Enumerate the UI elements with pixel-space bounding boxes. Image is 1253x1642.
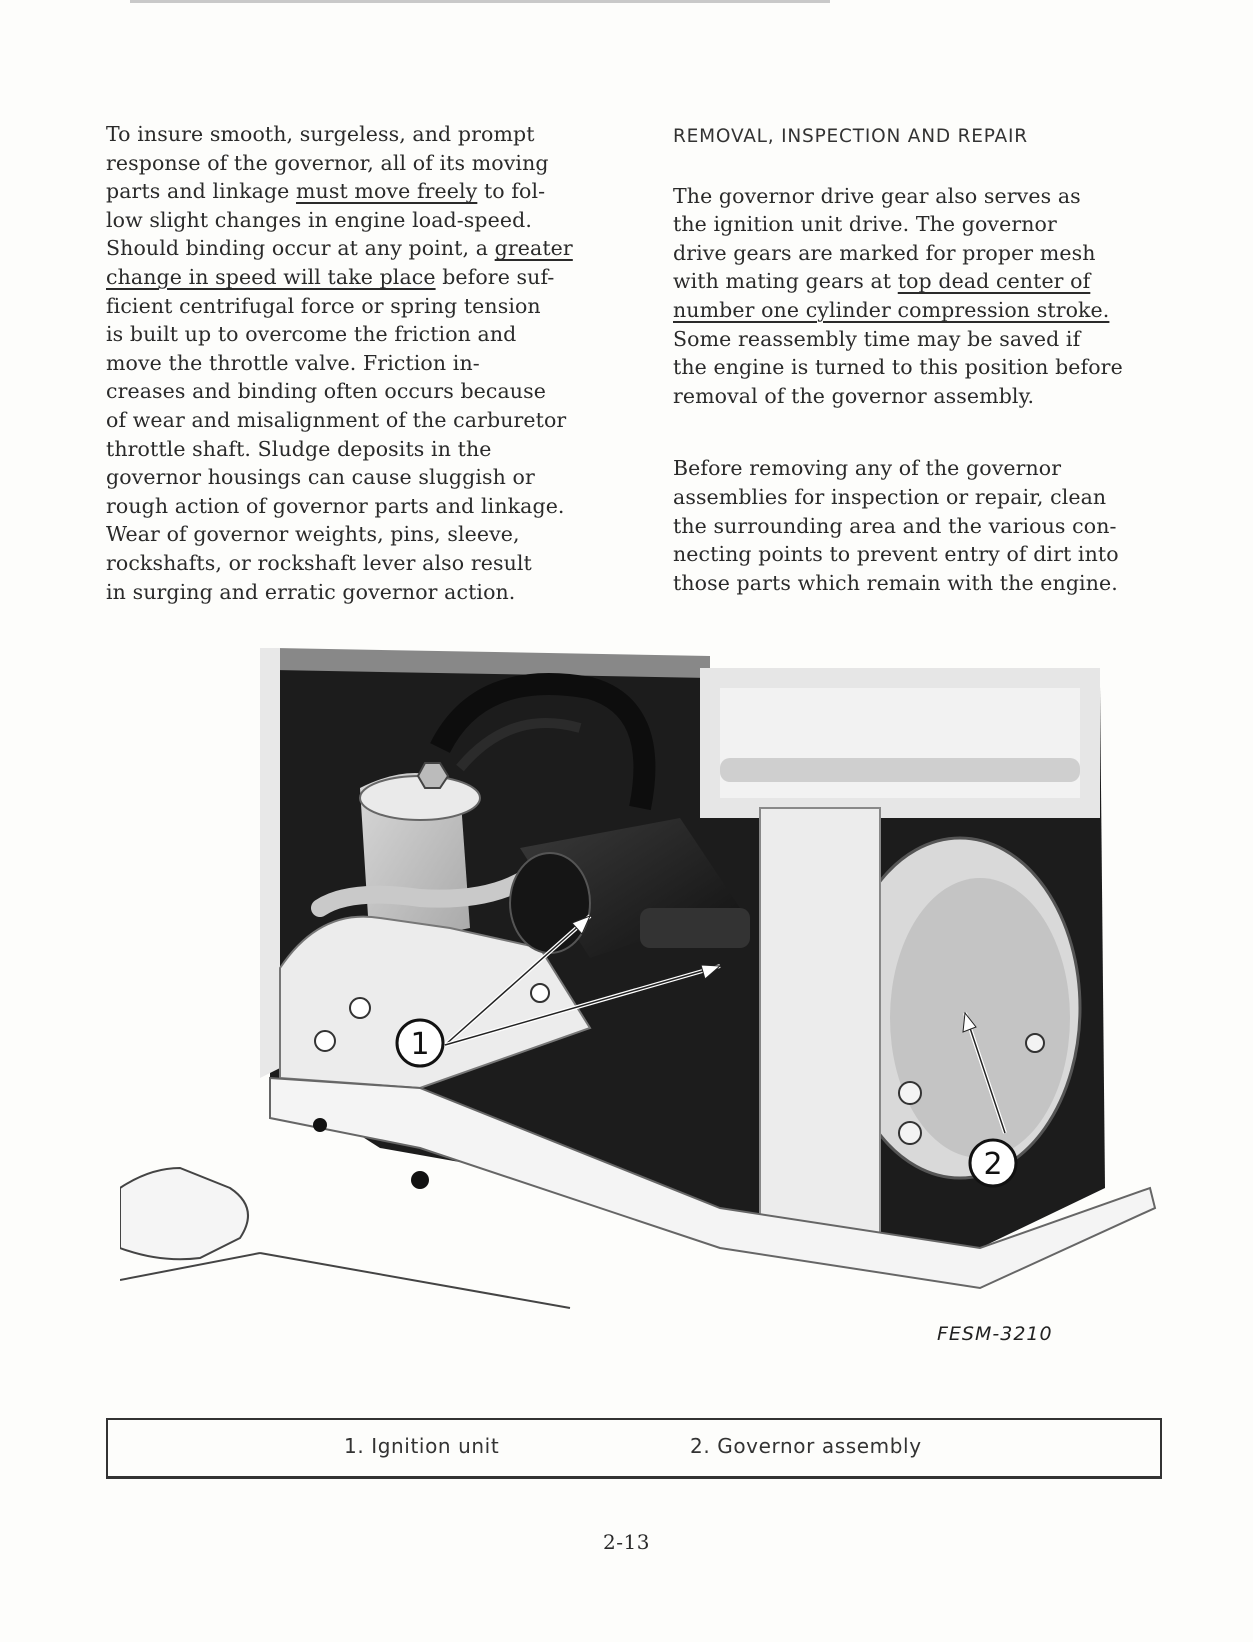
text-segment: assemblies for inspection or repair, clean — [673, 484, 1107, 509]
text-segment: the engine is turned to this position before — [673, 355, 1123, 380]
text-segment: throttle shaft. Sludge deposits in the — [106, 436, 492, 461]
text-segment: those parts which remain with the engine. — [673, 570, 1118, 595]
right-column — [673, 120, 1173, 597]
text-line — [106, 320, 606, 349]
text-line — [673, 353, 1173, 382]
underlined-text: must move freely — [296, 179, 478, 204]
text-segment: rockshafts, or rockshaft lever also result — [106, 550, 532, 575]
text-segment: necting points to prevent entry of dirt into — [673, 542, 1119, 567]
page-number: 2-13 — [603, 1530, 650, 1554]
text-line — [106, 435, 606, 464]
underlined-text: greater — [494, 236, 573, 261]
svg-text:2: 2 — [983, 1147, 1003, 1182]
text-segment: Wear of governor weights, pins, sleeve, — [106, 522, 520, 547]
text-segment: The governor drive gear also serves as — [673, 183, 1081, 208]
engine-photo-figure — [120, 648, 1160, 1368]
text-segment: rough action of governor parts and linkage. — [106, 493, 565, 518]
underlined-text: number one cylinder compression stroke. — [673, 297, 1110, 322]
text-line — [673, 540, 1173, 569]
legend-item-ignition-unit: 1. Ignition unit — [344, 1434, 500, 1458]
left-column-text — [106, 120, 606, 606]
text-line — [673, 210, 1173, 239]
text-line — [673, 382, 1173, 411]
text-segment: the ignition unit drive. The governor — [673, 212, 1057, 237]
text-segment: ficient centrifugal force or spring tension — [106, 293, 541, 318]
text-line — [106, 263, 606, 292]
text-line — [106, 349, 606, 378]
text-line — [106, 492, 606, 521]
text-segment: low slight changes in engine load-speed. — [106, 207, 532, 232]
figure-legend — [106, 1418, 1162, 1479]
text-segment: is built up to overcome the friction and — [106, 322, 517, 347]
text-segment: the surrounding area and the various con- — [673, 513, 1117, 538]
text-line — [673, 569, 1173, 598]
text-line — [673, 239, 1173, 268]
text-line — [673, 296, 1173, 325]
figure-code: FESM-3210 — [937, 1323, 1053, 1345]
text-line — [106, 292, 606, 321]
text-segment: governor housings can cause sluggish or — [106, 465, 535, 490]
text-line — [673, 483, 1173, 512]
text-segment: move the throttle valve. Friction in- — [106, 350, 480, 375]
right-paragraph-2 — [673, 454, 1173, 597]
text-segment: Before removing any of the governor — [673, 456, 1062, 481]
text-line — [673, 267, 1173, 296]
text-segment: to fol- — [477, 179, 546, 204]
text-line — [106, 520, 606, 549]
underlined-text: top dead center of — [897, 269, 1091, 294]
text-line — [106, 463, 606, 492]
text-line — [673, 325, 1173, 354]
text-line — [106, 120, 606, 149]
text-line — [673, 512, 1173, 541]
text-segment: Some reassembly time may be saved if — [673, 326, 1081, 351]
text-line — [106, 377, 606, 406]
text-line — [673, 182, 1173, 211]
text-segment: in surging and erratic governor action. — [106, 579, 516, 604]
text-segment: To insure smooth, surgeless, and prompt — [106, 122, 535, 146]
legend-item-governor-assembly: 2. Governor assembly — [690, 1434, 922, 1458]
text-segment: before suf- — [435, 264, 555, 289]
svg-text:1: 1 — [410, 1027, 430, 1062]
right-paragraph-1 — [673, 182, 1173, 411]
text-line — [106, 206, 606, 235]
text-line — [106, 177, 606, 206]
text-line — [106, 149, 606, 178]
text-segment: response of the governor, all of its moving — [106, 150, 549, 175]
text-line — [106, 549, 606, 578]
callout-1 — [397, 1020, 443, 1066]
text-segment: parts and linkage — [106, 179, 297, 204]
text-line — [106, 234, 606, 263]
text-line — [673, 454, 1173, 483]
section-heading: REMOVAL, INSPECTION AND REPAIR — [673, 126, 1028, 147]
text-segment: creases and binding often occurs because — [106, 379, 546, 404]
text-segment: drive gears are marked for proper mesh — [673, 240, 1096, 265]
top-edge-line — [130, 0, 830, 3]
text-line — [106, 406, 606, 435]
text-segment: of wear and misalignment of the carburetor — [106, 407, 567, 432]
underlined-text: change in speed will take place — [106, 264, 436, 289]
text-segment: Should binding occur at any point, a — [106, 236, 495, 261]
text-line — [106, 578, 606, 607]
text-segment: removal of the governor assembly. — [673, 383, 1035, 408]
text-segment: with mating gears at — [673, 269, 898, 294]
callout-2 — [970, 1140, 1016, 1186]
